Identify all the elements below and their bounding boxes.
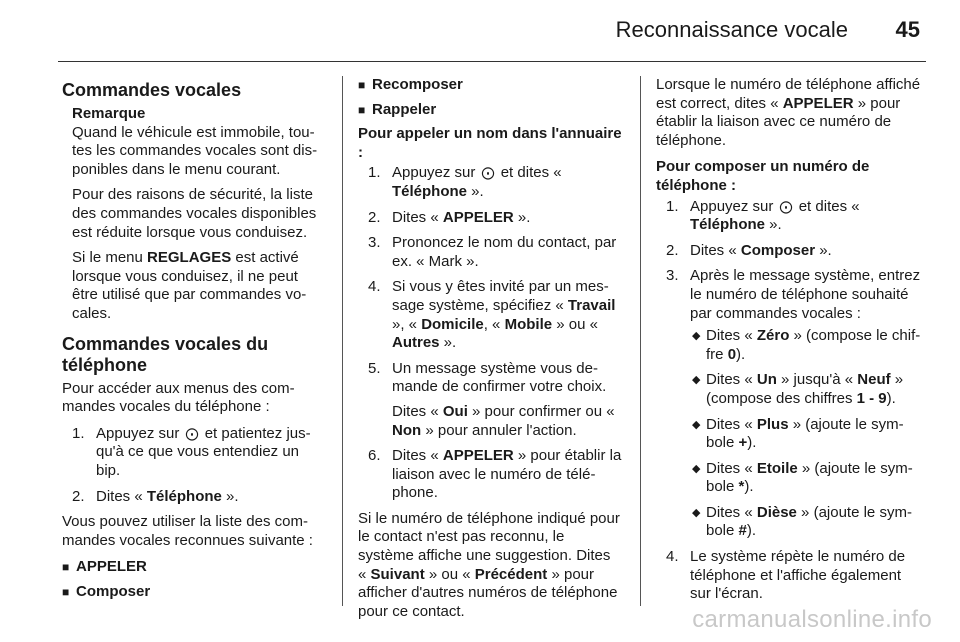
square-bullet-icon: ■ (62, 560, 70, 575)
diamond-bullet-icon: ◆ (692, 506, 701, 519)
header-rule (58, 61, 926, 62)
digit-command-list (690, 327, 924, 541)
text: » pour établir la liaison avec le numéro de téléphone. (392, 447, 622, 502)
command: Composer (740, 241, 816, 259)
text: ). (747, 434, 757, 452)
list-item (690, 460, 924, 497)
step-number: 4. (666, 548, 679, 566)
phone-voice-icon: ⨀ (779, 198, 793, 214)
text: Si le menu (72, 249, 148, 267)
diamond-bullet-icon: ◆ (692, 418, 701, 431)
step-text: Un message système vous demande de confirmer votre choix. (392, 359, 607, 396)
symbol: * (738, 478, 745, 496)
text: » ou « (424, 565, 475, 583)
step-text (392, 403, 622, 440)
text: Si vous y êtes invité par un message système, spécifiez « (392, 278, 609, 314)
sub-heading-dial-number: Pour composer un numéro de téléphone : (656, 158, 870, 194)
command: Téléphone (690, 216, 766, 234)
text: Après le message système, entrez le numéro de téléphone souhaité par commandes vocales : (690, 267, 921, 322)
command: Plus (756, 415, 789, 433)
command: APPELER (442, 447, 514, 465)
page-header (0, 0, 960, 62)
list-item (368, 360, 622, 440)
text: » (ajoute le symbole (706, 503, 912, 540)
text: ». (439, 334, 457, 352)
text: et dites « (496, 164, 562, 182)
symbol: 1 - 9 (856, 389, 887, 407)
section-heading-phone-commands: Commandes vocales du téléphone (62, 333, 269, 375)
text: » (compose le chiffre (706, 327, 921, 363)
command: Neuf (857, 371, 891, 389)
step-number: 1. (72, 424, 85, 442)
note-paragraph-2: Pour des raisons de sécurité, la liste des commandes vocales disponibles est réduite lorsque vous conduisez. (72, 186, 317, 241)
text: Si le numéro de téléphone indiqué pour le contact n'est pas reconnu, le système affiche une suggestion. Dites « (358, 509, 620, 583)
list-item (690, 504, 924, 541)
text: » jusqu'à « (776, 371, 858, 389)
step-number: 3. (368, 234, 381, 252)
symbol: + (738, 434, 748, 452)
command: Rappeler (372, 100, 437, 118)
list-item (666, 548, 924, 604)
text: Dites « (392, 402, 443, 420)
steps-list (62, 425, 326, 506)
list-item (62, 583, 326, 602)
text: Dites « (706, 327, 757, 345)
command: APPELER (76, 558, 147, 576)
text: ». (513, 208, 531, 226)
text: » ou « (552, 315, 598, 333)
square-bullet-icon: ■ (358, 102, 366, 117)
command: APPELER (442, 208, 514, 226)
text: , « (483, 315, 505, 333)
text: Lorsque le numéro de téléphone affiché est correct, dites « (656, 76, 921, 112)
phone-voice-icon: ⨀ (185, 425, 199, 441)
command: Recomposer (372, 76, 463, 93)
text: ). (886, 389, 896, 407)
list-item (690, 327, 924, 364)
list-item (368, 209, 622, 228)
text: et patientez jusqu'à ce que vous entendiez un bip. (96, 424, 311, 479)
text: Dites « (706, 459, 757, 477)
step-number: 4. (368, 278, 381, 296)
steps-list (656, 198, 924, 604)
text: ). (736, 345, 746, 363)
text: » (ajoute le symbole (706, 459, 913, 496)
text: Dites « (690, 241, 741, 259)
watermark: carmanualsonline.info (692, 606, 932, 633)
text: » pour annuler l'action. (421, 421, 577, 439)
list-item (690, 416, 924, 453)
column-3 (656, 76, 924, 611)
list-item (358, 76, 622, 95)
step-number: 3. (666, 267, 679, 285)
step-number: 6. (368, 447, 381, 465)
text: est activé lorsque vous conduisez, il ne peut être utilisé que par commandes vocales. (72, 249, 307, 322)
sub-heading-call-contact: Pour appeler un nom dans l'annuaire : (358, 125, 622, 161)
command: Téléphone (146, 487, 222, 505)
note-paragraph-1: Quand le véhicule est immobile, toutes les commandes vocales sont disponibles dans le menu courant. (72, 123, 318, 178)
step-number: 2. (72, 487, 85, 505)
steps-list (358, 164, 622, 503)
square-bullet-icon: ■ (358, 78, 366, 92)
command: Autres (392, 334, 440, 352)
step-number: 1. (666, 197, 679, 215)
list-item (72, 488, 326, 507)
text: Appuyez sur (96, 424, 184, 442)
command: Un (756, 371, 777, 389)
page-title: Reconnaissance vocale (615, 17, 848, 42)
text: et dites « (794, 197, 860, 215)
text: Appuyez sur (690, 197, 778, 215)
text: Appuyez sur (392, 164, 480, 182)
text: ). (746, 522, 757, 540)
step-number: 1. (368, 164, 381, 182)
square-bullet-icon: ■ (62, 584, 70, 599)
text: » pour confirmer ou « (467, 402, 615, 420)
command: Oui (442, 402, 468, 420)
command-list (62, 558, 326, 601)
step-number: 5. (368, 359, 381, 377)
phone-voice-icon: ⨀ (481, 165, 495, 181)
text: ). (744, 478, 754, 496)
text: ». (221, 487, 239, 505)
note-paragraph-3 (72, 249, 326, 323)
list-item (690, 371, 924, 408)
list-intro: Vous pouvez utiliser la liste des commandes vocales reconnues suivante : (62, 513, 313, 549)
text: ». (815, 241, 832, 259)
list-item (368, 278, 622, 352)
command: Etoile (756, 459, 798, 477)
list-item (358, 101, 622, 120)
command: Travail (567, 296, 616, 314)
list-item (72, 425, 326, 481)
menu-name: REGLAGES (147, 249, 232, 267)
note-block (72, 105, 326, 324)
symbol: 0 (727, 345, 737, 363)
command: Mobile (504, 315, 553, 333)
section-heading-voice-commands: Commandes vocales (62, 80, 242, 100)
list-item (368, 164, 622, 201)
text: » (compose des chiffres (706, 371, 904, 407)
diamond-bullet-icon: ◆ (692, 462, 701, 475)
column-divider-2 (640, 76, 641, 606)
text: », « (392, 315, 422, 333)
paragraph (358, 510, 622, 622)
command: Composer (76, 582, 151, 600)
command: Dièse (756, 503, 797, 521)
text: » (ajoute le symbole (706, 415, 904, 452)
column-divider-1 (342, 76, 343, 606)
text: Dites « (706, 371, 757, 389)
page-number: 45 (895, 17, 920, 42)
command: Suivant (370, 565, 425, 583)
text: Dites « (392, 447, 443, 465)
list-item (62, 558, 326, 577)
symbol: # (738, 522, 747, 540)
text: Dites « (392, 208, 443, 226)
text: » pour établir la liaison avec ce numéro de téléphone. (656, 94, 901, 149)
list-item (368, 447, 622, 503)
text: » pour afficher d'autres numéros de téléphone pour ce contact. (358, 565, 618, 620)
step-number: 2. (666, 241, 679, 259)
text: Dites « (706, 503, 757, 521)
command: Non (392, 421, 422, 439)
command: Téléphone (392, 182, 468, 200)
note-title: Remarque (72, 105, 146, 122)
list-item (666, 267, 924, 541)
command: Précédent (474, 565, 548, 583)
text: ». (765, 216, 782, 234)
command-list (358, 76, 622, 119)
paragraph (656, 76, 924, 150)
list-item (368, 234, 622, 271)
column-1 (62, 76, 326, 607)
text: Prononcez le nom du contact, par ex. « Mark ». (392, 234, 617, 270)
text: Dites « (706, 415, 757, 433)
command: Zéro (756, 327, 790, 345)
text: Le système répète le numéro de téléphone et l'affiche également sur l'écran. (690, 548, 906, 603)
text: Dites « (96, 487, 147, 505)
diamond-bullet-icon: ◆ (692, 374, 701, 387)
list-item (666, 198, 924, 235)
command: APPELER (782, 94, 854, 112)
diamond-bullet-icon: ◆ (692, 330, 701, 343)
list-item (666, 242, 924, 261)
step-number: 2. (368, 208, 381, 226)
command: Domicile (421, 315, 484, 333)
column-2 (358, 76, 622, 629)
text: ». (467, 182, 484, 200)
intro-paragraph: Pour accéder aux menus des commandes vocales du téléphone : (62, 379, 295, 416)
